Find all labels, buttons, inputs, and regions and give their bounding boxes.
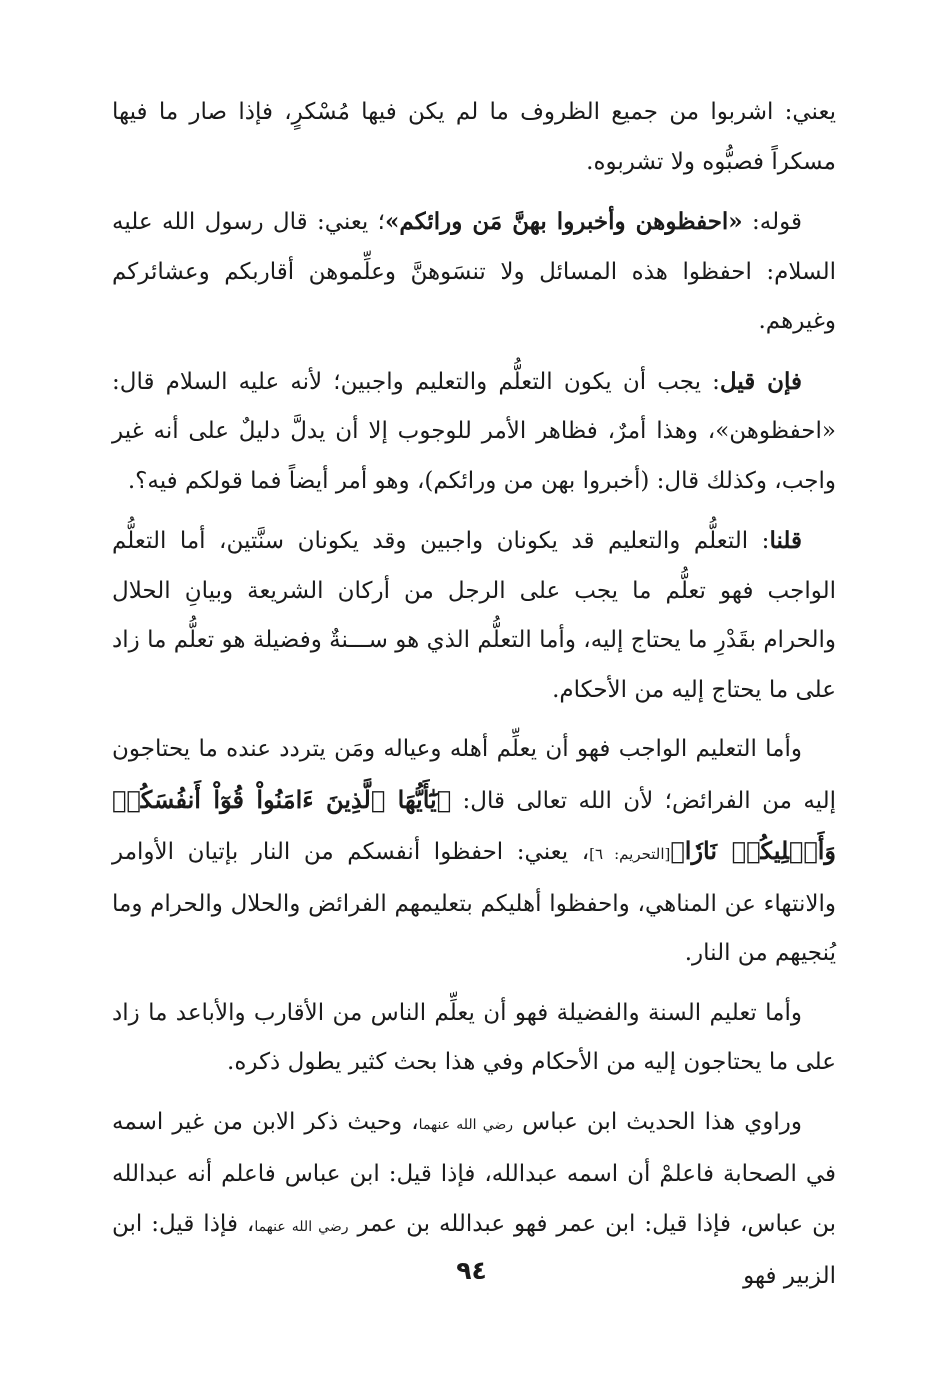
paragraph-3 xyxy=(112,357,836,507)
answer-lead: قلنا xyxy=(769,527,802,554)
verse-citation: [التحريم: ٦] xyxy=(589,845,671,863)
page-number: ٩٤ xyxy=(456,1256,487,1285)
paragraph-5-text: ، يعني: احفظوا أنفسكم من النار بإتيان الأوامر والانتهاء عن المناهي، واحفظوا أهليكم بتعليمهم الفرائض والحلال والحرام وما يُنجيهم من النار. xyxy=(112,839,836,966)
hadith-quote: «احفظوهن وأخبروا بهنَّ مَن ورائكم» xyxy=(384,208,743,235)
honorific-ligature: رضي الله عنهما xyxy=(418,1116,514,1133)
paragraph-7-text: ، وحيث ذكر الابن من غير اسمه في الصحابة فاعلمْ أن اسمه عبدالله، فإذا قيل: ابن عباس فاعلم أنه عبدالله بن عباس، فإذا قيل: ابن عمر فهو عبدالله بن عمر xyxy=(112,1108,836,1237)
paragraph-1 xyxy=(112,88,836,187)
paragraph-3-text: : يجب أن يكون التعلُّم والتعليم واجبين؛ لأنه عليه السلام قال: «احفظوهن»، وهذا أمرٌ، فظاهر الأمر للوجوب إلا أن يدلَّ دليلٌ على أنه غير واجب، وكذلك قال: (أخبروا بهن من ورائكم)، وهو أمر أيضاً فما قولكم فيه؟. xyxy=(112,368,836,494)
paragraph-5 xyxy=(112,725,836,979)
paragraph-7-intro: وراوي هذا الحديث ابن عباس xyxy=(513,1108,802,1135)
paragraph-2 xyxy=(112,197,836,347)
paragraph-2-text: ؛ يعني: قال رسول الله عليه السلام: احفظوا هذه المسائل ولا تنسَوهنَّ وعلِّموهن أقاربكم وعشائركم وغيرهم. xyxy=(112,209,836,334)
honorific-ligature: رضي الله عنهما xyxy=(254,1218,349,1235)
paragraph-1-text: يعني: اشربوا من جميع الظروف ما لم يكن فيها مُسْكرٍ، فإذا صار ما فيها مسكراً فصبُّوه ولا تشربوه. xyxy=(112,99,836,175)
paragraph-7-end: ، فإذا قيل: ابن الزبير فهو xyxy=(112,1210,836,1289)
paragraph-6 xyxy=(112,989,836,1088)
page-body xyxy=(112,88,836,1312)
paragraph-4-text: : التعلُّم والتعليم قد يكونان واجبين وقد يكونان سنَّتين، أما التعلُّم الواجب فهو تعلُّم ما يجب على الرجل من أركان الشريعة وبيانِ الحلال والحرام بقَدْرِ ما يحتاج إليه، وأما التعلُّم الذي هو ســـنةٌ وفضيلة هو تعلُّم ما زاد على ما يحتاج إليه من الأحكام. xyxy=(112,528,836,703)
paragraph-2-intro: قوله: xyxy=(742,209,802,235)
question-lead: فإن قيل xyxy=(719,367,802,395)
paragraph-5-intro: وأما التعليم الواجب فهو أن يعلِّم أهله وعياله ومَن يتردد عنده ما يحتاجون إليه من الفرائض؛ لأن الله تعالى قال: xyxy=(112,736,836,814)
quran-verse: ﴿يَٰٓأَيُّهَا ٱلَّذِينَ ءَامَنُواْ قُوٓاْ أَنفُسَكُمۡ وَأَهۡلِيكُمۡ نَارٗا﴾ xyxy=(112,784,836,865)
paragraph-6-text: وأما تعليم السنة والفضيلة فهو أن يعلِّم الناس من الأقارب والأباعد ما زاد على ما يحتاجون إليه من الأحكام وفي هذا بحث كثير يطول ذكره. xyxy=(112,999,836,1075)
paragraph-4 xyxy=(112,516,836,715)
